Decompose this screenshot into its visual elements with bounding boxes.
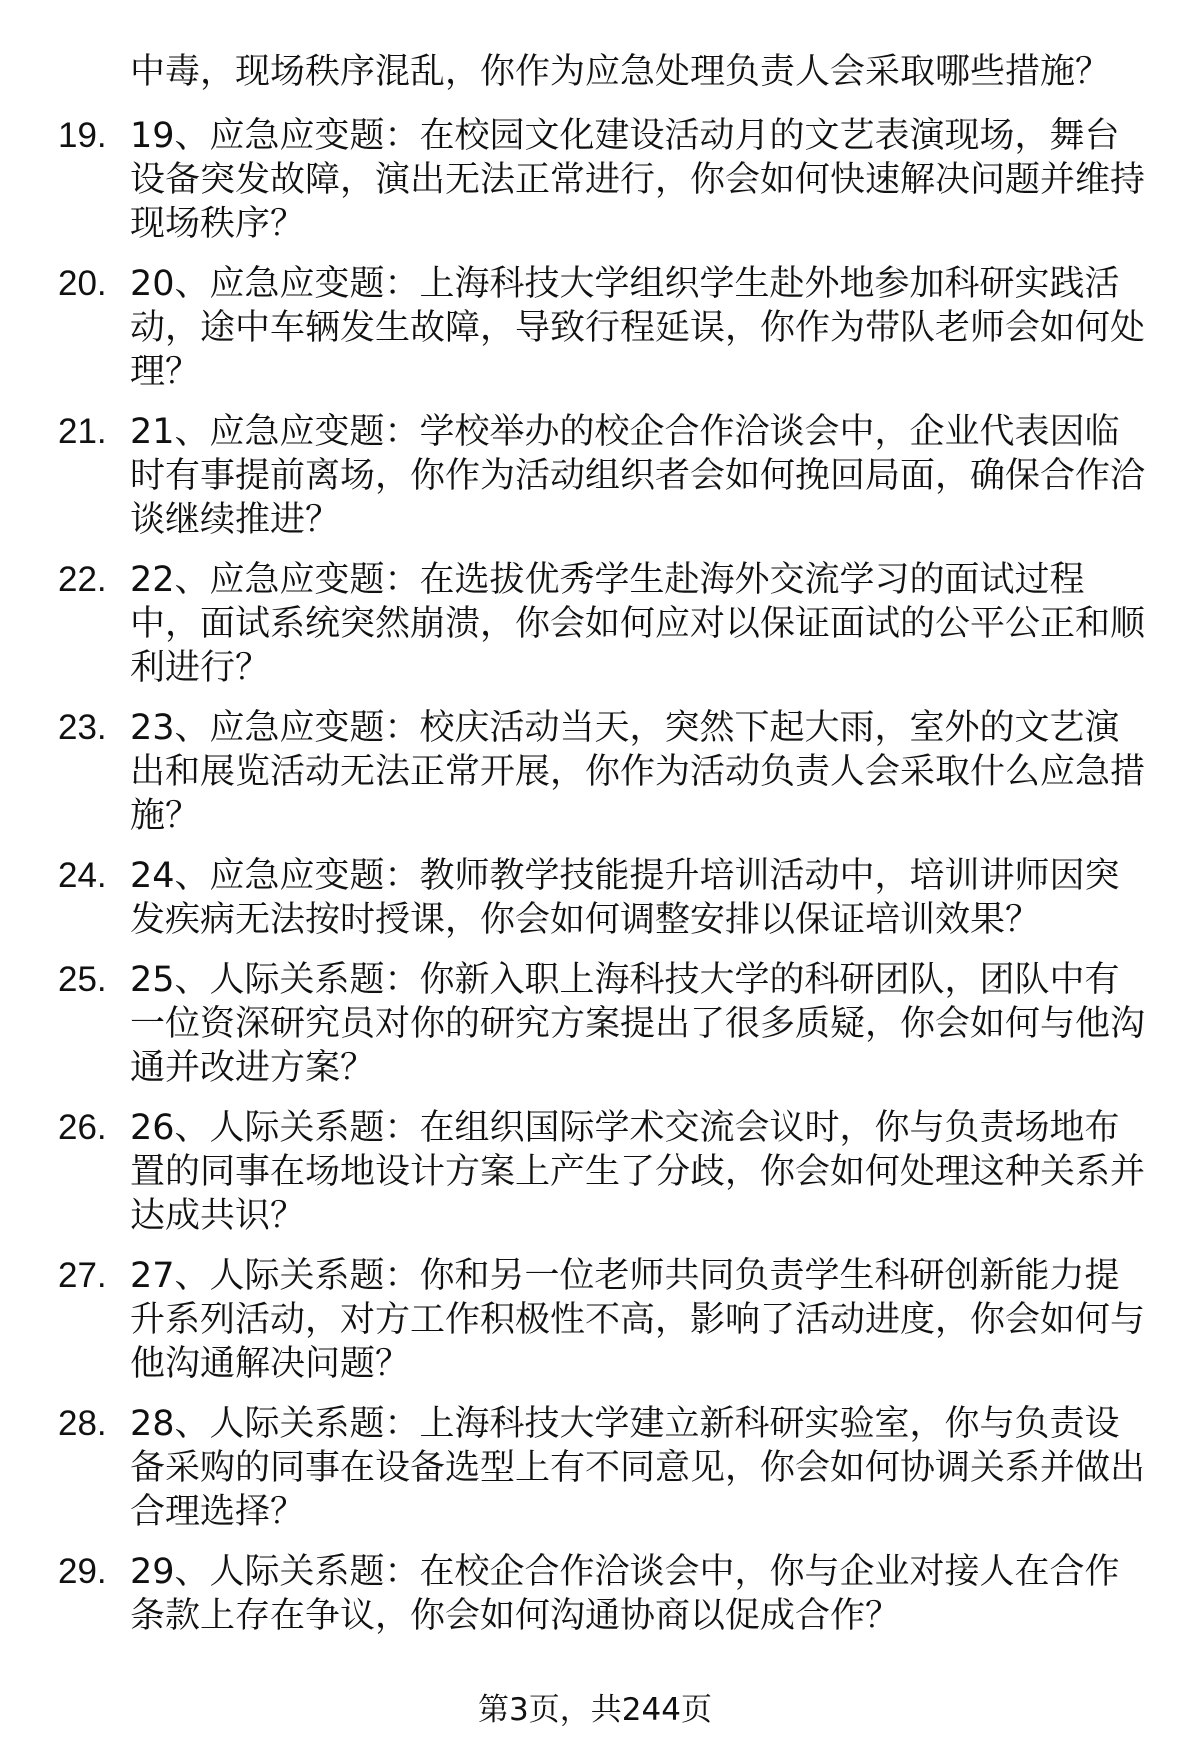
question-list <box>58 114 1158 1638</box>
continued-question-text: 中毒，现场秩序混乱，你作为应急处理负责人会采取哪些措施？ <box>130 52 1111 92</box>
question-number: 21. <box>58 412 107 451</box>
question-text: 20、应急应变题：上海科技大学组织学生赴外地参加科研实践活动，途中车辆发生故障，导致行程延误，你作为带队老师会如何处理？ <box>130 264 1146 392</box>
question-text: 24、应急应变题：教师教学技能提升培训活动中，培训讲师因突发疾病无法按时授课，你会如何调整安排以保证培训效果？ <box>130 856 1120 940</box>
question-item <box>58 1550 1158 1638</box>
question-number: 23. <box>58 708 107 747</box>
page-footer: 第3页，共244页 <box>478 1692 712 1728</box>
question-item <box>58 410 1158 542</box>
question-text: 29、人际关系题：在校企合作洽谈会中，你与企业对接人在合作条款上存在争议，你会如何沟通协商以促成合作？ <box>130 1552 1120 1636</box>
question-item <box>58 1254 1158 1386</box>
question-number: 20. <box>58 264 107 303</box>
question-item <box>58 1402 1158 1534</box>
question-text: 28、人际关系题：上海科技大学建立新科研实验室，你与负责设备采购的同事在设备选型上有不同意见，你会如何协调关系并做出合理选择？ <box>130 1404 1146 1532</box>
question-number: 28. <box>58 1404 107 1443</box>
question-item <box>58 1106 1158 1238</box>
question-number: 29. <box>58 1552 107 1591</box>
question-number: 22. <box>58 560 107 599</box>
question-number: 26. <box>58 1108 107 1147</box>
question-text: 25、人际关系题：你新入职上海科技大学的科研团队，团队中有一位资深研究员对你的研究方案提出了很多质疑，你会如何与他沟通并改进方案？ <box>130 960 1146 1088</box>
question-item <box>58 958 1158 1090</box>
question-item <box>58 706 1158 838</box>
question-item <box>58 854 1158 942</box>
question-text: 21、应急应变题：学校举办的校企合作洽谈会中，企业代表因临时有事提前离场，你作为活动组织者会如何挽回局面，确保合作洽谈继续推进？ <box>130 412 1146 540</box>
question-text: 26、人际关系题：在组织国际学术交流会议时，你与负责场地布置的同事在场地设计方案上产生了分歧，你会如何处理这种关系并达成共识？ <box>130 1108 1146 1236</box>
question-number: 25. <box>58 960 107 999</box>
question-item <box>58 114 1158 246</box>
question-text: 27、人际关系题：你和另一位老师共同负责学生科研创新能力提升系列活动，对方工作积极性不高，影响了活动进度，你会如何与他沟通解决问题？ <box>130 1256 1146 1384</box>
question-number: 27. <box>58 1256 107 1295</box>
question-item <box>58 558 1158 690</box>
question-text: 22、应急应变题：在选拔优秀学生赴海外交流学习的面试过程中，面试系统突然崩溃，你会如何应对以保证面试的公平公正和顺利进行？ <box>130 560 1146 688</box>
question-text: 19、应急应变题：在校园文化建设活动月的文艺表演现场，舞台设备突发故障，演出无法正常进行，你会如何快速解决问题并维持现场秩序？ <box>130 116 1146 244</box>
question-number: 19. <box>58 116 107 155</box>
question-item <box>58 262 1158 394</box>
question-text: 23、应急应变题：校庆活动当天，突然下起大雨，室外的文艺演出和展览活动无法正常开展，你作为活动负责人会采取什么应急措施？ <box>130 708 1146 836</box>
question-list-container <box>58 50 1158 1654</box>
question-number: 24. <box>58 856 107 895</box>
